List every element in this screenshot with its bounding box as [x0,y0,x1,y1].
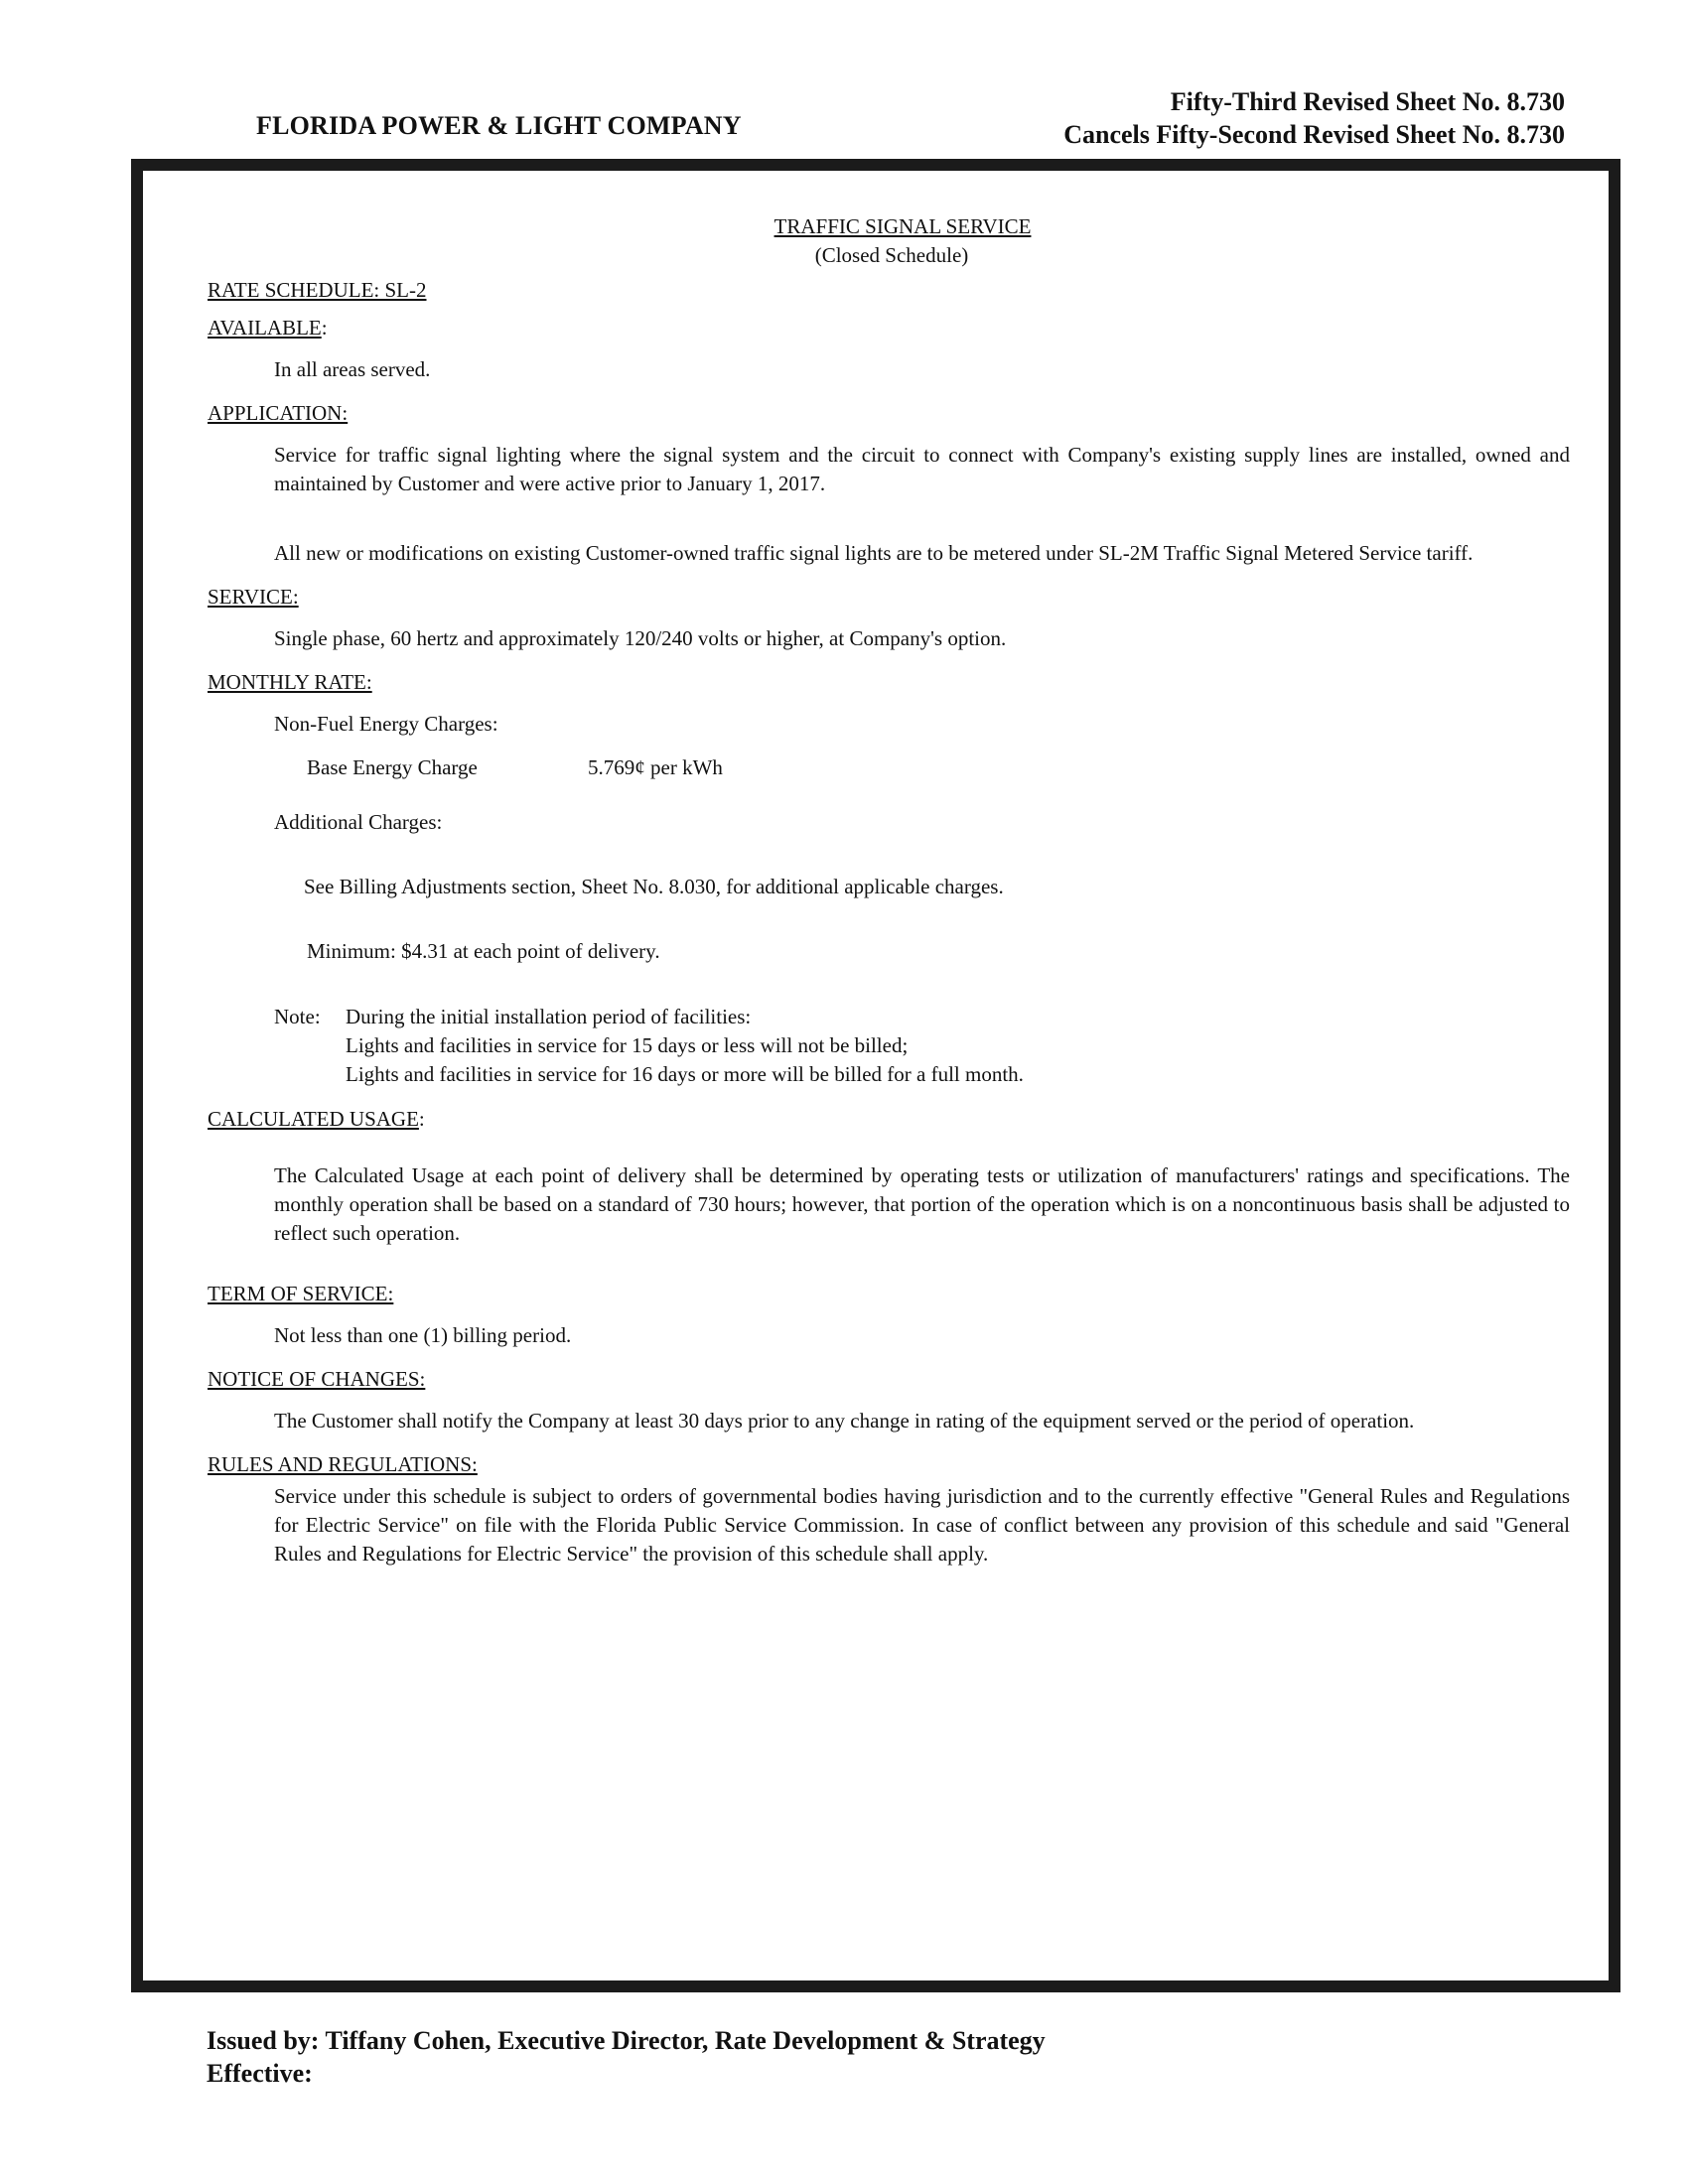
minimum-charge: Minimum: $4.31 at each point of delivery. [307,939,660,963]
cancels-sheet-number: Cancels Fifty-Second Revised Sheet No. 8.730 [1063,120,1565,149]
term-heading: TERM OF SERVICE: [208,1282,394,1305]
title-sub: (Closed Schedule) [814,243,969,267]
effective-date: Effective: [207,2059,313,2088]
tariff-content [208,208,1570,1569]
monthly-rate-heading: MONTHLY RATE: [208,670,372,694]
note-label: Note: [274,1005,321,1028]
issuance-footer [207,2024,1046,2090]
base-energy-row [208,753,1570,782]
base-energy-label: Base Energy Charge [307,755,478,779]
sheet-number: Fifty-Third Revised Sheet No. 8.730 [1170,87,1565,116]
additional-charges-label: Additional Charges: [274,810,443,834]
title-main: TRAFFIC SIGNAL SERVICE [774,214,1032,238]
application-paragraph-2: All new or modifications on existing Customer-owned traffic signal lights are to be metered under SL-2M Traffic Signal Metered Service tariff. [274,541,1474,565]
issued-by: Issued by: Tiffany Cohen, Executive Director, Rate Development & Strategy [207,2026,1046,2055]
application-heading: APPLICATION: [208,401,349,425]
sheet-number-block [1063,85,1565,151]
note-line-3: Lights and facilities in service for 16 days or more will be billed for a full month. [346,1062,1024,1086]
notice-text: The Customer shall notify the Company at least 30 days prior to any change in rating of the equipment served or the period of operation. [274,1409,1415,1433]
available-heading: AVAILABLE: [208,316,328,340]
rules-heading: RULES AND REGULATIONS: [208,1452,478,1476]
note-block [274,1003,1570,1089]
available-text: In all areas served. [274,357,431,381]
non-fuel-label: Non-Fuel Energy Charges: [274,712,498,736]
base-energy-value: 5.769¢ per kWh [588,755,723,779]
note-line-1: During the initial installation period of facilities: [346,1005,752,1028]
company-name: FLORIDA POWER & LIGHT COMPANY [256,111,742,140]
service-text: Single phase, 60 hertz and approximately 120/240 volts or higher, at Company's option. [274,626,1007,650]
rules-text: Service under this schedule is subject to orders of governmental bodies having jurisdiction and to the currently effective "General Rules and Regulations for Electric Service" on file with the Florida Public Service Commission. In case of conflict between any provision of this schedule and said "General Rules and Regulations for Electric Service" the provision of this schedule shall apply. [274,1484,1570,1566]
notice-heading: NOTICE OF CHANGES: [208,1367,426,1391]
billing-adjustments-text: See Billing Adjustments section, Sheet No. 8.030, for additional applicable charges. [304,875,1004,898]
document-title [235,212,1570,270]
service-heading: SERVICE: [208,585,299,609]
note-line-2: Lights and facilities in service for 15 days or less will not be billed; [346,1033,909,1057]
rate-schedule-heading: RATE SCHEDULE: SL-2 [208,278,427,302]
calculated-usage-text: The Calculated Usage at each point of delivery shall be determined by operating tests or utilization of manufacturers' ratings and specifications. The monthly operation shall be based on a standard of 730 hours; however, that portion of the operation which is on a noncontinuous basis shall be adjusted to reflect such operation. [274,1163,1570,1245]
application-paragraph-1: Service for traffic signal lighting where the signal system and the circuit to connect with Company's existing supply lines are installed, owned and maintained by Customer and were active prior to January 1, 2017. [274,443,1570,495]
term-text: Not less than one (1) billing period. [274,1323,572,1347]
calculated-usage-heading: CALCULATED USAGE: [208,1107,425,1131]
